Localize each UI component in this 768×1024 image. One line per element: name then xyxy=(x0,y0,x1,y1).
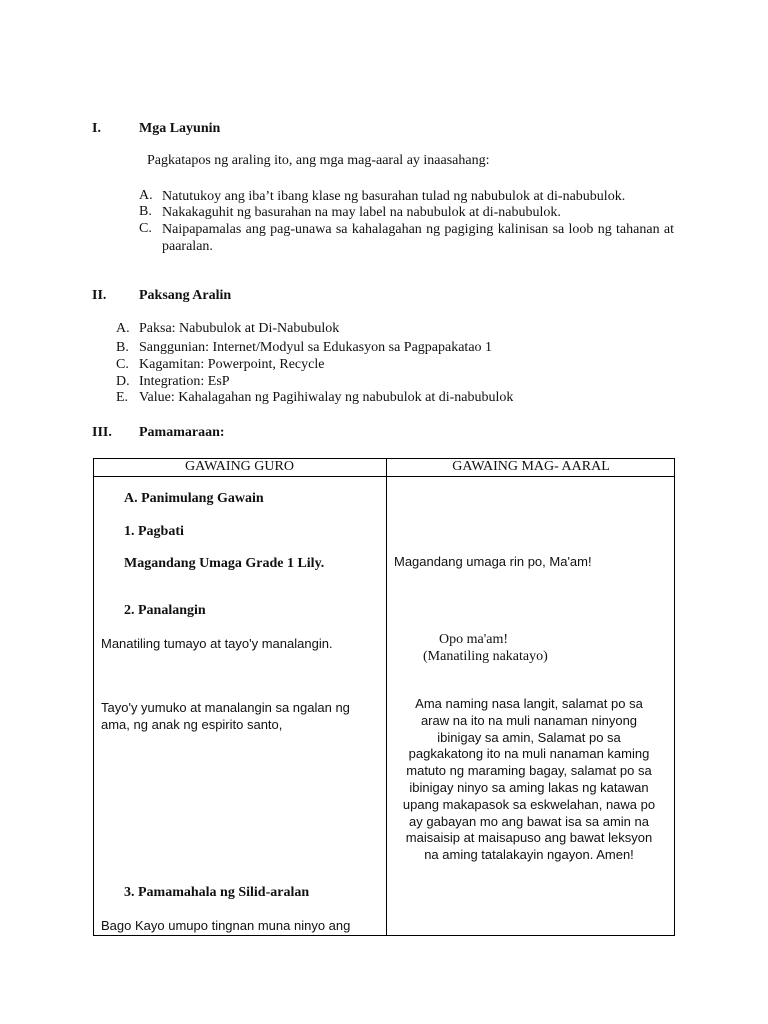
student-standing-note: (Manatiling nakatayo) xyxy=(423,649,548,664)
prayer-line: pagkakatong ito na muli nanaman kaming xyxy=(408,746,650,762)
topic-letter-d: D. xyxy=(116,374,130,389)
prayer-line: na aming tatalakayin ngayon. Amen! xyxy=(424,847,634,863)
section-3-number: III. xyxy=(92,425,112,440)
section-2-number: II. xyxy=(92,288,107,303)
prayer-line: araw na ito na muli nanaman ninyong xyxy=(420,712,638,728)
column-header-teacher: GAWAING GURO xyxy=(185,459,294,474)
prayer-line: ay gabayan mo ang bawat isa sa amin na xyxy=(409,813,649,829)
prayer-line: matuto ng maraming bagay, salamat po sa xyxy=(406,763,652,779)
topic-text-e: Value: Kahalagahan ng Pagihiwalay ng nabubulok at di-nabubulok xyxy=(139,390,514,405)
panalangin-heading: 2. Panalangin xyxy=(124,603,206,618)
prayer-line: ibinigay sa amin, Salamat po sa xyxy=(437,729,621,745)
student-greeting-reply: Magandang umaga rin po, Ma'am! xyxy=(394,554,592,569)
section-2-title: Paksang Aralin xyxy=(139,288,232,303)
student-opo-reply: Opo ma'am! xyxy=(439,632,509,647)
table-header-divider xyxy=(93,476,675,477)
objective-text-a: Natutukoy ang iba’t ibang klase ng basurahan tulad ng nabubulok at di-nabubulok. xyxy=(162,189,626,204)
objective-letter-c: C. xyxy=(139,221,152,236)
prayer-line: Ama naming nasa langit, salamat po sa xyxy=(415,696,643,711)
topic-text-a: Paksa: Nabubulok at Di-Nabubulok xyxy=(139,321,340,336)
teacher-greeting: Magandang Umaga Grade 1 Lily. xyxy=(124,556,325,571)
objective-text-b: Nakakaguhit ng basurahan na may label na nabubulok at di-nabubulok. xyxy=(162,205,561,220)
prayer-line: maisaisip at maisapuso ang bawat leksyon xyxy=(405,830,653,846)
section-1-number: I. xyxy=(92,121,101,136)
topic-text-c: Kagamitan: Powerpoint, Recycle xyxy=(139,357,325,372)
objective-letter-b: B. xyxy=(139,204,152,219)
prayer-line: upang makapasok sa eskwelahan, nawa po xyxy=(402,796,656,812)
teacher-seat-instruction: Bago Kayo umupo tingnan muna ninyo ang xyxy=(101,918,351,933)
topic-letter-c: C. xyxy=(116,357,129,372)
teacher-prayer-line-2: ama, ng anak ng espirito santo, xyxy=(101,717,283,732)
objective-text-c: Naipapamalas ang pag-unawa sa kahalagahan ng pagiging kalinisan sa loob ng tahanan at paaralan. xyxy=(162,222,674,254)
section-1-intro: Pagkatapos ng araling ito, ang mga mag-aaral ay inaasahang: xyxy=(147,153,490,168)
teacher-prayer-line-1: Tayo'y yumuko at manalangin sa ngalan ng xyxy=(101,700,350,715)
topic-text-d: Integration: EsP xyxy=(139,374,230,389)
topic-text-b: Sanggunian: Internet/Modyul sa Edukasyon sa Pagpapakatao 1 xyxy=(139,340,493,355)
section-1-title: Mga Layunin xyxy=(139,121,221,136)
objective-letter-a: A. xyxy=(139,188,153,203)
student-prayer xyxy=(384,696,674,864)
pamamahala-heading: 3. Pamamahala ng Silid-aralan xyxy=(124,885,310,900)
panimulang-gawain-heading: A. Panimulang Gawain xyxy=(124,491,264,506)
topic-letter-b: B. xyxy=(116,340,129,355)
topic-letter-e: E. xyxy=(116,390,129,405)
section-3-title: Pamamaraan: xyxy=(139,425,225,440)
topic-letter-a: A. xyxy=(116,321,130,336)
column-header-student: GAWAING MAG- AARAL xyxy=(452,459,610,474)
prayer-line: ibinigay ninyo sa aming lakas ng katawan xyxy=(409,779,649,795)
pagbati-heading: 1. Pagbati xyxy=(124,524,184,539)
teacher-stand-instruction: Manatiling tumayo at tayo'y manalangin. xyxy=(101,636,333,651)
